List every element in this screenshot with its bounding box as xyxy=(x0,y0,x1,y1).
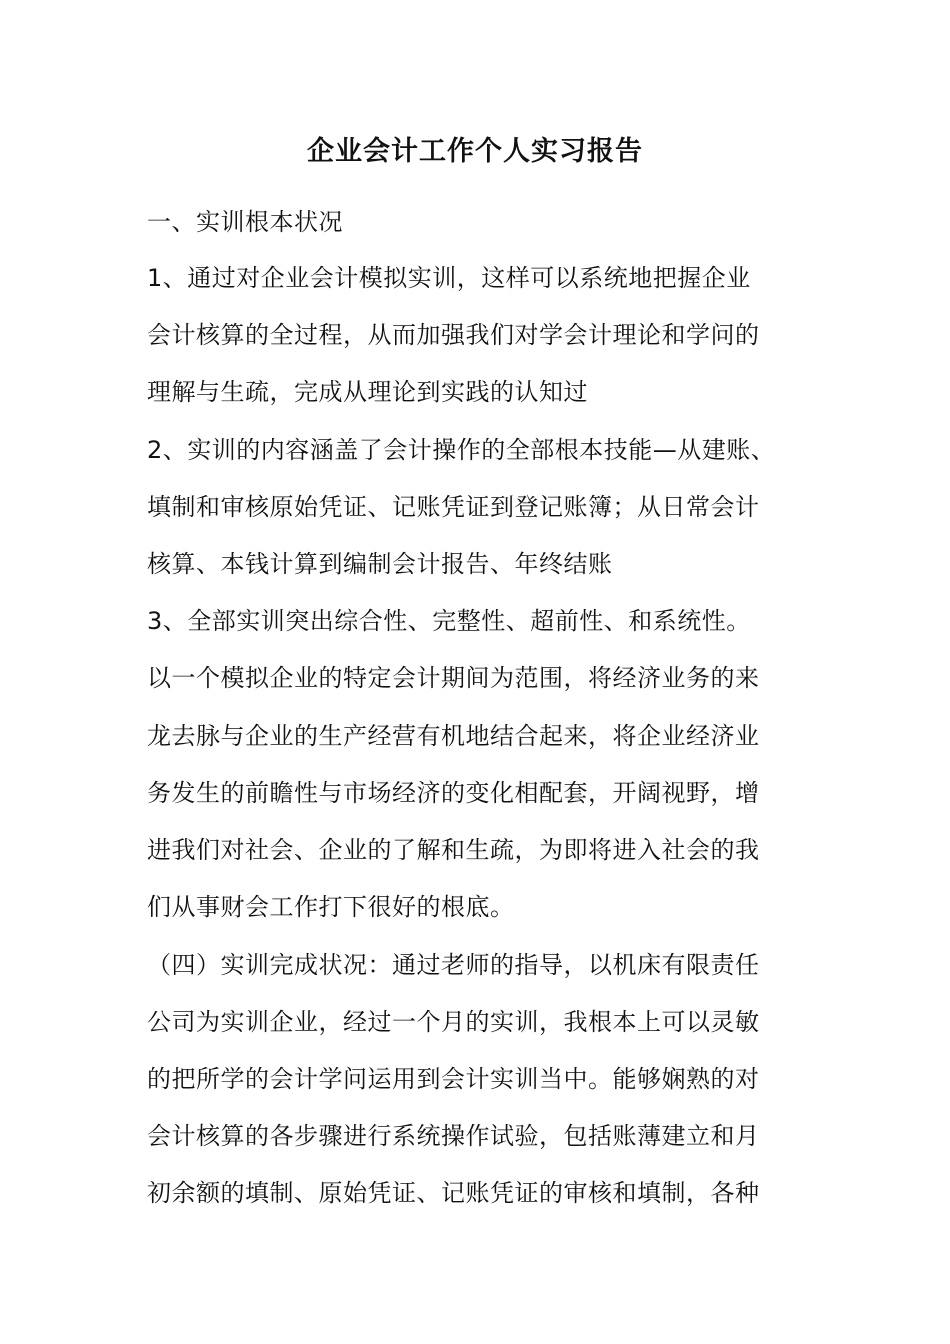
paragraph-line: 填制和审核原始凭证、记账凭证到登记账簿；从日常会计 xyxy=(147,493,760,521)
paragraph-line: 的把所学的会计学问运用到会计实训当中。能够娴熟的对 xyxy=(147,1065,760,1093)
paragraph-line: 进我们对社会、企业的了解和生疏，为即将进入社会的我 xyxy=(147,836,760,864)
paragraph-line: 会计核算的各步骤进行系统操作试验，包括账薄建立和月 xyxy=(147,1122,760,1150)
paragraph-line: 初余额的填制、原始凭证、记账凭证的审核和填制，各种 xyxy=(147,1179,760,1207)
paragraph-line: 3、全部实训突出综合性、完整性、超前性、和系统性。 xyxy=(147,607,751,635)
paragraph-line: 以一个模拟企业的特定会计期间为范围，将经济业务的来 xyxy=(147,664,760,692)
section-heading-1: 一、实训根本状况 xyxy=(147,208,343,236)
paragraph-line: （四）实训完成状况：通过老师的指导，以机床有限责任 xyxy=(147,951,760,979)
paragraph-line: 公司为实训企业，经过一个月的实训，我根本上可以灵敏 xyxy=(147,1008,760,1036)
document-title: 企业会计工作个人实习报告 xyxy=(307,136,643,167)
paragraph-line: 们从事财会工作打下很好的根底。 xyxy=(147,893,515,921)
paragraph-line: 会计核算的全过程，从而加强我们对学会计理论和学问的 xyxy=(147,321,760,349)
paragraph-line: 理解与生疏，完成从理论到实践的认知过 xyxy=(147,378,588,406)
paragraph-line: 1、通过对企业会计模拟实训，这样可以系统地把握企业 xyxy=(147,264,751,292)
paragraph-line: 龙去脉与企业的生产经营有机地结合起来，将企业经济业 xyxy=(147,722,760,750)
paragraph-line: 2、实训的内容涵盖了会计操作的全部根本技能—从建账、 xyxy=(147,436,776,464)
paragraph-line: 核算、本钱计算到编制会计报告、年终结账 xyxy=(147,550,613,578)
paragraph-line: 务发生的前瞻性与市场经济的变化相配套，开阔视野，增 xyxy=(147,779,760,807)
